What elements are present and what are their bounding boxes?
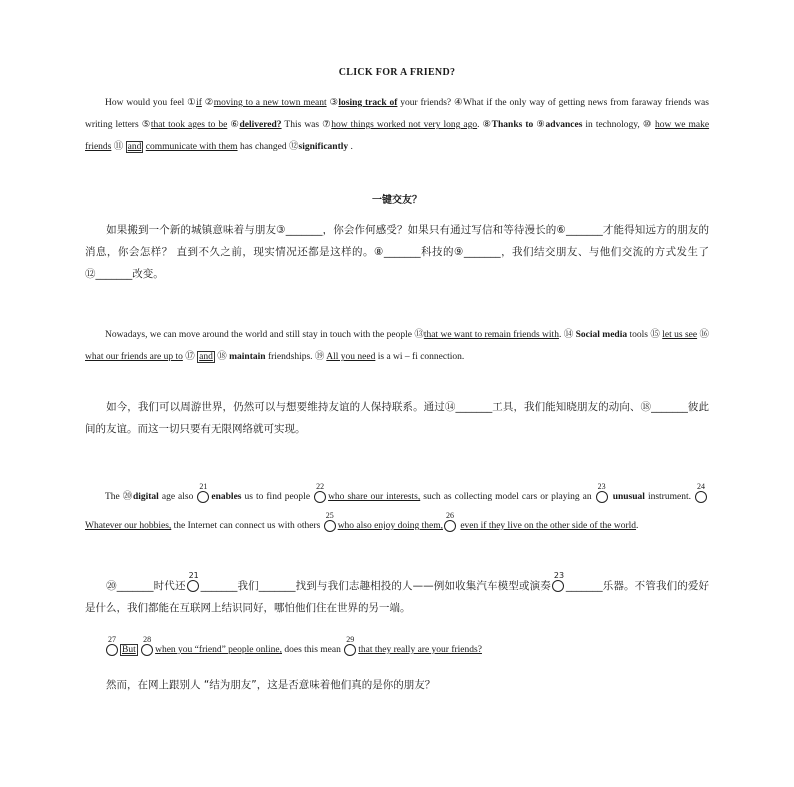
highlight-phrase: Thanks to — [491, 120, 534, 130]
text: 然而，在网上跟别人 “结为朋友”，这是否意味着他们真的是你的朋友？ — [106, 679, 436, 691]
english-paragraph-1 — [85, 92, 709, 158]
marker: ④ — [453, 98, 463, 108]
highlight-phrase: communicate with them — [145, 142, 238, 152]
marker: ⑨ — [536, 120, 546, 130]
chinese-paragraph-3 — [85, 571, 710, 619]
highlight-phrase: when you “friend” people online, — [155, 645, 282, 655]
marker: ⑪ — [113, 142, 124, 152]
number-circle — [444, 510, 456, 532]
text: has changed — [237, 142, 290, 152]
marker: ⑳ — [106, 580, 117, 592]
number-circle — [344, 634, 356, 656]
marker: ⑦ — [322, 120, 332, 130]
text: the Internet can connect us with others — [171, 521, 323, 531]
boxed-word: and — [199, 352, 213, 362]
number-circle — [552, 571, 565, 592]
circle-number: 29 — [346, 634, 355, 644]
marker: ① — [187, 98, 197, 108]
chinese-paragraph-2 — [85, 396, 709, 440]
highlight-phrase: unusual — [612, 492, 645, 502]
circle-number: 24 — [696, 481, 705, 491]
number-circle — [106, 634, 118, 656]
marker: ⑲ — [314, 352, 325, 362]
highlight-phrase: how things worked not very long ago — [331, 120, 478, 130]
text: What if the only way of getting news from faraway friends was writing letters — [85, 98, 709, 130]
circle-number: 27 — [108, 634, 116, 644]
marker: ⑧ — [482, 120, 492, 130]
text: such as collecting model cars or playing an — [420, 492, 595, 502]
text: instrument. — [644, 492, 694, 502]
text: _______我们_______找到与我们志趣相投的人——例如收集汽车模型或演奏 — [200, 580, 551, 592]
marker: ⑤ — [141, 120, 151, 130]
marker: ⑬ — [414, 330, 424, 340]
marker: ⑯ — [699, 330, 709, 340]
circle-number: 21 — [199, 481, 208, 491]
marker: ⑰ — [185, 352, 195, 362]
text: . — [636, 521, 639, 531]
highlight-phrase: if — [196, 98, 202, 108]
highlight-phrase: that took ages to be — [150, 120, 228, 130]
text: 如今，我们可以周游世界，仍然可以与想要维持友谊的人保持联系。通过⑭_______工具，我们能知晓朋友的动向、⑱_______彼此间的友谊。而这一切只要有无限网络就可实现。 — [85, 401, 709, 435]
circle-number: 22 — [316, 481, 325, 491]
chinese-paragraph-1 — [85, 219, 709, 285]
highlight-phrase: even if they live on the other side of the world — [460, 521, 637, 531]
number-circle — [324, 510, 336, 532]
number-circle — [141, 634, 153, 656]
text: Nowadays, we can move around the world and still stay in touch with the people — [105, 330, 415, 340]
number-circle — [596, 481, 608, 503]
circle-number: 23 — [553, 571, 565, 580]
highlight-phrase: that they really are your friends? — [358, 645, 482, 655]
text: _______乐器。不管我们的爱好是什么，我们都能在互联网上结识同好，哪怕他们住在世界的另一端。 — [85, 580, 710, 614]
text: How would you feel — [105, 98, 188, 108]
highlight-phrase: losing track of — [338, 98, 398, 108]
number-circle — [314, 481, 326, 503]
highlight-phrase: significantly — [298, 142, 349, 152]
highlight-phrase: digital — [132, 492, 159, 502]
document-title: CLICK FOR A FRIEND? — [338, 67, 456, 78]
highlight-phrase: All you need — [326, 352, 376, 362]
highlight-phrase: moving to a new town meant — [213, 98, 327, 108]
english-paragraph-3 — [85, 483, 709, 541]
highlight-phrase: who also enjoy doing them, — [337, 521, 443, 531]
english-paragraph-2 — [85, 324, 709, 368]
highlight-phrase: that we want to remain friends with — [423, 330, 559, 340]
marker: ⑥ — [230, 120, 240, 130]
marker: ⑱ — [217, 352, 227, 362]
text: friendships. — [265, 352, 315, 362]
circle-number: 25 — [325, 510, 334, 520]
highlight-phrase: who share our interests, — [328, 492, 421, 502]
highlight-phrase: delivered? — [239, 120, 282, 130]
english-paragraph-4 — [85, 634, 709, 661]
text: does this mean — [282, 645, 344, 655]
text: The — [105, 492, 123, 502]
text: tools — [627, 330, 651, 340]
text: . — [558, 330, 564, 340]
marker: ⑩ — [642, 120, 652, 130]
highlight-phrase: let us see — [662, 330, 698, 340]
highlight-phrase: Social media — [575, 330, 628, 340]
text: is a wi – fi connection. — [375, 352, 465, 362]
text: 如果搬到一个新的城镇意味着与朋友③_______，你会作何感受？如果只有通过写信和等待漫长的⑥_______才能得知远方的朋友的消息，你会怎样？ 直到不久之前，现实情况还都是这样的。⑧_______科技的⑨_______，我们结交朋友、与他们交流的方式发生了⑫_______改变。 — [85, 224, 709, 280]
chinese-title: 一键交友？ — [372, 195, 422, 206]
circle-number: 26 — [445, 510, 454, 520]
circle-number: 21 — [188, 571, 199, 580]
highlight-phrase: advances — [545, 120, 583, 130]
highlight-phrase: maintain — [229, 352, 266, 362]
boxed-word: But — [122, 645, 136, 655]
number-circle — [695, 481, 707, 503]
marker: ② — [204, 98, 214, 108]
text: age also — [158, 492, 197, 502]
text: in technology, — [582, 120, 643, 130]
marker: ③ — [329, 98, 339, 108]
text: This was — [281, 120, 323, 130]
text: us to find people — [241, 492, 314, 502]
circle-number: 23 — [597, 481, 606, 491]
text: . — [477, 120, 483, 130]
marker: ⑳ — [122, 492, 133, 502]
boxed-word: and — [127, 142, 142, 152]
chinese-paragraph-4 — [85, 674, 709, 696]
marker: ⑫ — [289, 142, 299, 152]
circle-number: 28 — [143, 634, 152, 644]
highlight-phrase: how we make friends — [85, 120, 710, 152]
text: _______时代还 — [116, 580, 186, 592]
text: your friends? — [397, 98, 454, 108]
number-circle — [187, 571, 199, 592]
highlight-phrase: enables — [211, 492, 242, 502]
number-circle — [197, 481, 209, 503]
highlight-phrase: Whatever our hobbies, — [85, 521, 172, 531]
highlight-phrase: what our friends are up to — [85, 352, 183, 362]
marker: ⑮ — [650, 330, 660, 340]
marker: ⑭ — [563, 330, 574, 340]
text: . — [348, 142, 353, 152]
